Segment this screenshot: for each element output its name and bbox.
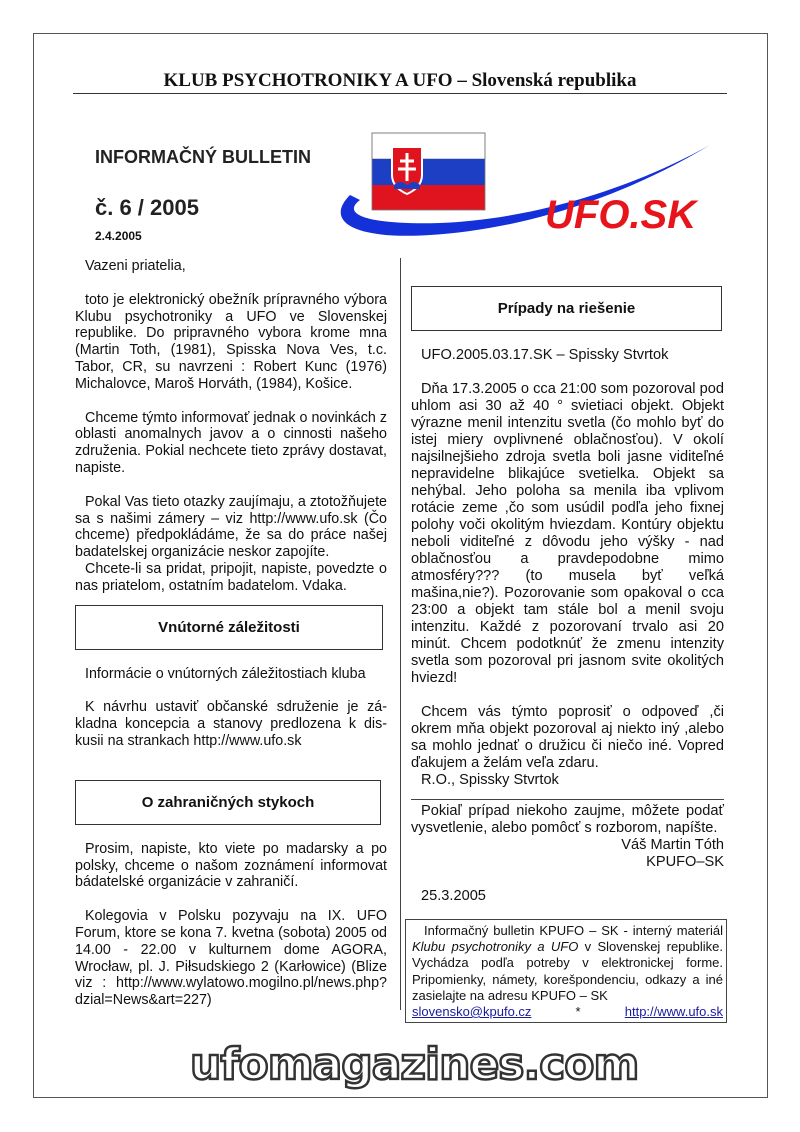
section-heading-cases: Prípady na riešenie	[411, 286, 722, 331]
info-box	[405, 919, 727, 1023]
email-link[interactable]: slovensko@kpufo.cz	[412, 1004, 532, 1020]
section-heading-internal: Vnútorné záležitosti	[75, 605, 383, 650]
reporter: R.O., Spissky Stvrtok	[421, 772, 559, 788]
issue-date: 2.4.2005	[95, 229, 142, 243]
watermark: ufomagazines.com	[190, 1039, 639, 1090]
case-id: UFO.2005.03.17.SK – Spissky Stvrtok	[421, 347, 669, 363]
paragraph: Pokiaľ prípad niekoho zaujme, môžete podať vysvetlenie, alebo pomôcť s rozborom, napíšte.	[411, 803, 724, 836]
paragraph: Chcem vás týmto poprosiť o odpoveď ,či okrem mňa objekt pozoroval aj niekto iný ,alebo sa mohlo jednať o družicu či niečo iné. Vopred ďakujem a želám veľa zdaru.	[411, 704, 724, 771]
issue-number: č. 6 / 2005	[95, 195, 199, 220]
paragraph: Prosim, napiste, kto viete po madarsky a po polsky, chceme o našom zoznámení informovat bádatelské organizácie v zahraničí.	[75, 840, 387, 891]
flag-white	[372, 133, 485, 159]
right-column	[411, 258, 724, 1023]
separator: *	[575, 1004, 581, 1020]
website-link[interactable]: http://www.ufo.sk	[624, 1004, 723, 1020]
signature-org: KPUFO–SK	[646, 854, 724, 870]
club-name: Klubu psychotroniky a UFO	[412, 939, 579, 955]
left-column-intro	[75, 258, 387, 595]
right-rule	[411, 799, 724, 800]
flag-red	[372, 185, 485, 210]
paragraph: Dňa 17.3.2005 o cca 21:00 som pozoroval pod uhlom asi 30 až 40 ° svietiaci objekt. Objekt výrazne menil intenzitu svetla (čo mohlo byť do istej miery ovplivnené oblačnosťou). V okolí najsilnejšieho zdroja svetla boli jasne viditeľné nepravidelne blikajúce svetielka. Objekt sa nehýbal. Jeho poloha sa menila iba vplivom rotácie zeme ,čo som usúdil podľa jeho fixnej polohy voči okolitým hviezdam. Kontúry objektu neboli viditeľné z dôvodu jeho výšky - nad oblačnosťou a pravdepodobne mimo atmosféry??? (to musela byť veľká mašina,nie?). Pozorovanie som opakoval o cca 23:00 a objekt tam stále bol a menil svoju intenzitu. Každé z pozorovaní trvalo asi 20 minút. Chcem podotknúť že zmenu intenzity svetla som pozoroval pri jasnom svite okolitých hviezd!	[411, 381, 724, 686]
ufo-sk-logo	[320, 125, 730, 255]
info-text: v Slovenskej republike. Vychádza podľa potreby v elektronickej forme. Pripomienky, námety, korešpondenciu, odkazy a iné zasielajte na adresu KPUFO – SK	[412, 939, 723, 1003]
case-report	[411, 347, 724, 789]
header-title: KLUB PSYCHOTRONIKY A UFO – Slovenská republika	[163, 70, 637, 91]
signature-name: Váš Martin Tóth	[621, 837, 724, 853]
paragraph: Pokal Vas tieto otazky zaujímaju, a ztotožňujete sa s našimi zámery – viz http://www.ufo.sk (Čo chceme) předpokládáme, že sa do práce našej badatelskej organizácie neskor zapojíte.	[75, 493, 387, 561]
section-heading-foreign: O zahraničných stykoch	[75, 780, 381, 825]
paragraph: Chceme týmto informovať jednak o novinkách z oblasti anomalnych javov a o cinnosti našeho združenia. Pokial nechcete tieto zprávy dostavat, napiste.	[75, 409, 387, 476]
logo-text: UFO.SK	[545, 193, 697, 237]
column-divider	[400, 258, 401, 1010]
paragraph: K návrhu ustaviť občanské sdruženie je zá-kladna koncepcia a stanovy predlozena k dis-kusii na strankach http://www.ufo.sk	[75, 699, 387, 749]
paragraph: Chcete-li sa pridat, pripojit, napiste, povedzte o nas priatelom, ostatním badatelom. Vdaka.	[75, 560, 387, 594]
paragraph: Kolegovia v Polsku pozyvaju na IX. UFO Forum, ktore se kona 7. kvetna (sobota) 2005 od 14.00 - 22.00 v kulturnem dome AGORA, Wrocław, pl. J. Piłsudskiego 2 (Karłowice) (Blize viz : http://www.wylatowo.mogilno.pl/news.php?dzial=News&art=227)	[75, 908, 387, 1009]
section-intro: Informácie o vnútorných záležitostiach kluba	[85, 665, 366, 682]
signature-date: 25.3.2005	[421, 888, 486, 904]
greeting: Vazeni priatelia,	[85, 258, 186, 274]
internal-affairs-section	[75, 666, 387, 750]
left-column	[75, 258, 387, 1009]
info-line: Informačný bulletin KPUFO – SK - interný materiál	[424, 923, 723, 938]
foreign-contacts-section	[75, 841, 387, 1009]
flag-blue	[372, 159, 485, 185]
case-followup	[411, 803, 724, 905]
bulletin-title: INFORMAČNÝ BULLETIN	[95, 147, 311, 167]
paragraph: toto je elektronický obežník prípravného výbora Klubu psychotroniky a UFO ve Slovenskej republike. Do pripravného vybora krome mna (Martin Toth, (1981), Spisska Nova Ves, t.c. Tabor, CR, su navrzeni : Robert Kunc (1976) Michalovce, Maroš Horváth, (1984), Košice.	[75, 291, 387, 392]
header-rule	[73, 93, 727, 94]
